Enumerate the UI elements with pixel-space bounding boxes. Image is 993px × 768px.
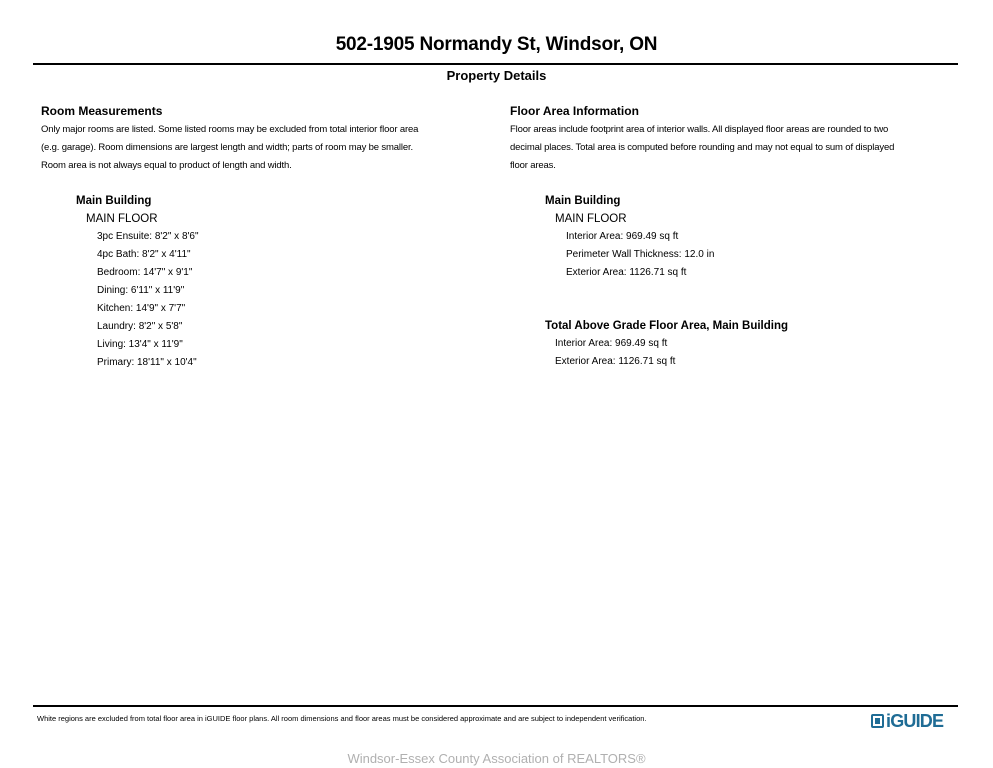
iguide-logo-icon: [871, 714, 884, 728]
floor-area-note-line: decimal places. Total area is computed before rounding and may not equal to sum of displayed: [510, 142, 895, 153]
floor-area-section: [510, 104, 962, 175]
room-item: 4pc Bath: 8'2" x 4'11": [97, 249, 191, 260]
floor-label: MAIN FLOOR: [555, 213, 627, 225]
page-title: 502-1905 Normandy St, Windsor, ON: [335, 34, 658, 55]
area-item: Perimeter Wall Thickness: 12.0 in: [566, 249, 715, 260]
iguide-logo-text: iGUIDE: [886, 710, 944, 731]
footer-disclaimer: White regions are excluded from total floor area in iGUIDE floor plans. All room dimensions and floor areas must be considered approximate and are subject to independent verification.: [37, 714, 647, 723]
room-item: Primary: 18'11" x 10'4": [97, 357, 197, 368]
room-list: [76, 192, 199, 372]
iguide-logo: [871, 711, 943, 731]
room-measurements-section: [41, 104, 491, 175]
room-measurements-note-line: (e.g. garage). Room dimensions are largest length and width; parts of room may be smaller.: [41, 142, 413, 153]
title-rule: [33, 63, 958, 65]
total-area-item: Exterior Area: 1126.71 sq ft: [555, 356, 676, 367]
room-item: Bedroom: 14'7" x 9'1": [97, 267, 193, 278]
room-item: Dining: 6'11" x 11'9": [97, 285, 185, 296]
floor-area-details: [545, 192, 714, 282]
room-item: 3pc Ensuite: 8'2" x 8'6": [97, 231, 199, 242]
footer-rule: [33, 705, 958, 707]
total-area-item: Interior Area: 969.49 sq ft: [555, 338, 668, 349]
room-item: Living: 13'4" x 11'9": [97, 339, 183, 350]
floor-area-note-line: Floor areas include footprint area of interior walls. All displayed floor areas are rounded to two: [510, 124, 889, 135]
building-label: Main Building: [545, 195, 621, 207]
area-item: Exterior Area: 1126.71 sq ft: [566, 267, 687, 278]
building-label: Main Building: [76, 195, 152, 207]
room-measurements-note-line: Only major rooms are listed. Some listed rooms may be excluded from total interior floor area: [41, 124, 419, 135]
floor-label: MAIN FLOOR: [86, 213, 158, 225]
watermark: Windsor-Essex County Association of REALTORS®: [347, 751, 646, 766]
room-item: Laundry: 8'2" x 5'8": [97, 321, 183, 332]
room-measurements-note-line: Room area is not always equal to product of length and width.: [41, 160, 292, 171]
room-item: Kitchen: 14'9" x 7'7": [97, 303, 186, 314]
area-item: Interior Area: 969.49 sq ft: [566, 231, 679, 242]
floor-area-note-line: floor areas.: [510, 160, 556, 171]
floor-area-totals: [545, 317, 788, 371]
room-measurements-heading: Room Measurements: [41, 104, 163, 118]
page-subtitle: Property Details: [446, 68, 547, 83]
floor-area-heading: Floor Area Information: [510, 104, 639, 118]
total-area-heading: Total Above Grade Floor Area, Main Building: [545, 320, 789, 332]
